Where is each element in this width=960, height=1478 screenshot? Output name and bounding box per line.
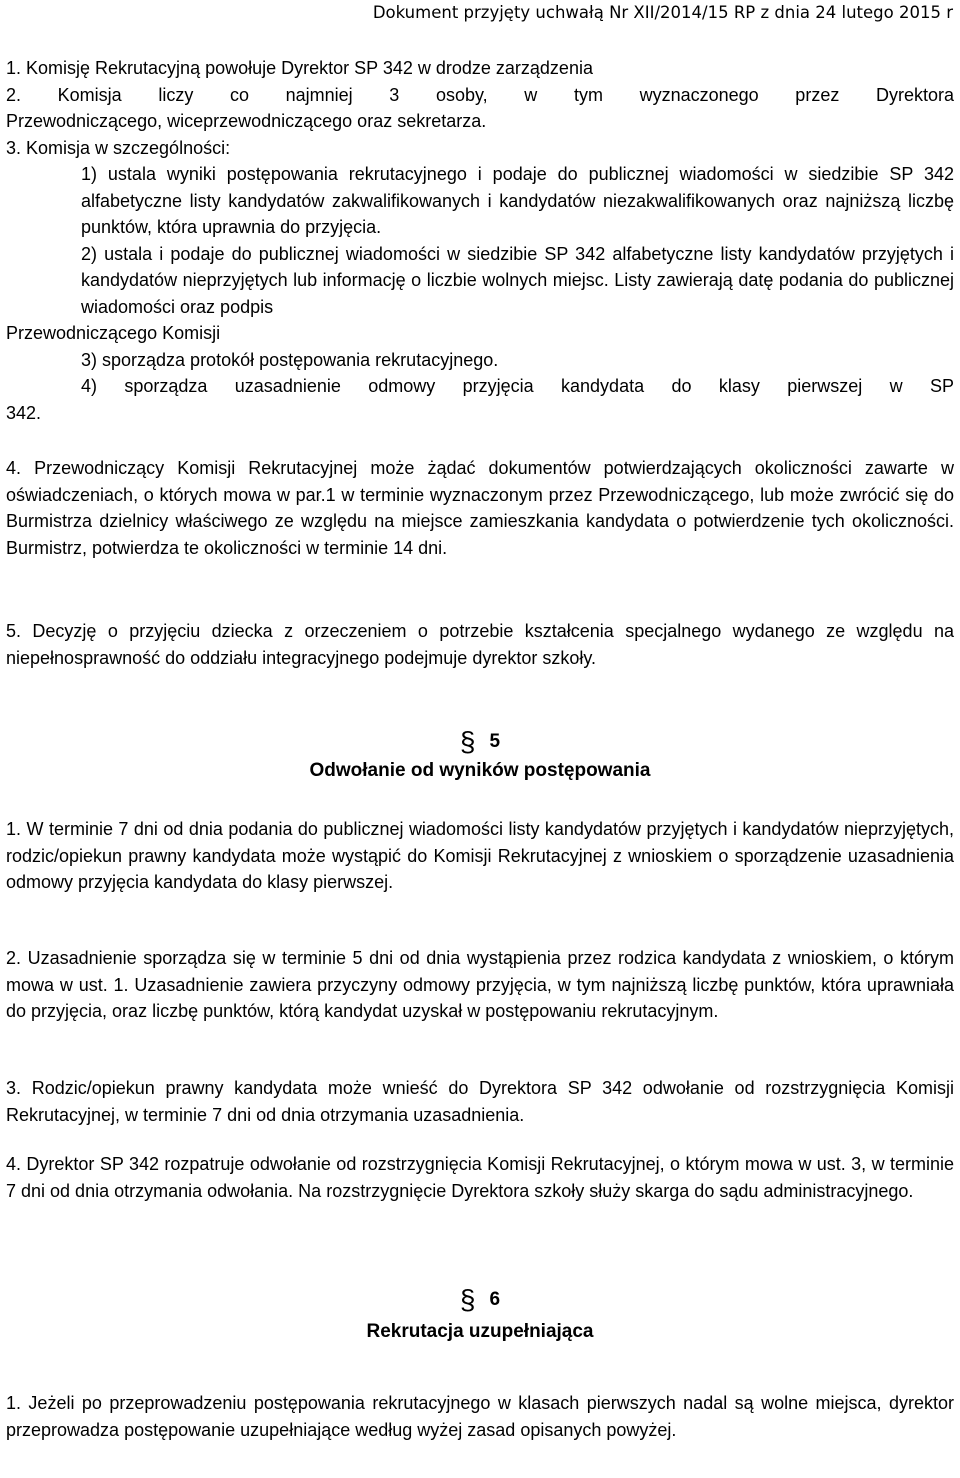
section-5-paragraph-1: 1. W terminie 7 dni od dnia podania do publicznej wiadomości listy kandydatów przyjętych i kandydatów nieprzyjętych, rodzic/opiekun prawny kandydata może wystąpić do Komisji Rekrutacyjnej z wnioskiem o sporządzenie uzasadnienia odmowy przyjęcia kandydata do klasy pierwszej. xyxy=(6,819,954,892)
paragraph-sign-icon: § xyxy=(459,726,476,757)
section-5-paragraph-3: 3. Rodzic/opiekun prawny kandydata może wnieść do Dyrektora SP 342 odwołanie od rozstrzygnięcia Komisji Rekrutacyjnej, w terminie 7 dni od dnia otrzymania uzasadnienia. xyxy=(6,1078,954,1125)
section-6-title: Rekrutacja uzupełniająca xyxy=(366,1321,594,1342)
list-item-1: 1) ustala wyniki postępowania rekrutacyjnego i podaje do publicznej wiadomości w siedzibie SP 342 alfabetyczne listy kandydatów zakwalifikowanych i kandydatów niezakwalifikowanych oraz najniższą liczbę punktów, która uprawnia do przyjęcia. xyxy=(81,164,954,237)
paragraph-5: 5. Decyzję o przyjęciu dziecka z orzeczeniem o potrzebie kształcenia specjalnego wydanego ze względu na niepełnosprawność do oddziału integracyjnego podejmuje dyrektor szkoły. xyxy=(6,621,954,668)
paragraph-sign-icon: § xyxy=(459,1284,476,1315)
paragraph-3: 3. Komisja w szczególności: xyxy=(6,137,231,158)
section-5-num: 5 xyxy=(489,731,501,752)
section-6-number xyxy=(0,1280,960,1315)
paragraph-2-line-1: 2. Komisja liczy co najmniej 3 osoby, w tym wyznaczonego przez Dyrektora xyxy=(6,84,954,105)
section-6-paragraph-1: 1. Jeżeli po przeprowadzeniu postępowania rekrutacyjnego w klasach pierwszych nadal są wolne miejsca, dyrektor przeprowadza postępowanie uzupełniające według wyżej zasad opisanych powyżej. xyxy=(6,1393,954,1440)
top-section xyxy=(6,55,954,426)
list-item-3: 3) sporządza protokół postępowania rekrutacyjnego. xyxy=(81,349,499,370)
section-5-paragraph-4: 4. Dyrektor SP 342 rozpatruje odwołanie od rozstrzygnięcia Komisji Rekrutacyjnej, o którym mowa w ust. 3, w terminie 7 dni od dnia otrzymania odwołania. Na rozstrzygnięcie Dyrektora szkoły służy skarga do sądu administracyjnego. xyxy=(6,1154,954,1201)
paragraph-1: 1. Komisję Rekrutacyjną powołuje Dyrektor SP 342 w drodze zarządzenia xyxy=(6,58,593,78)
list-item-4: 4) sporządza uzasadnienie odmowy przyjęcia kandydata do klasy pierwszej w SP xyxy=(81,376,954,396)
section-5-number xyxy=(0,722,960,757)
section-5-title: Odwołanie od wyników postępowania xyxy=(309,760,651,781)
list-item-4-continued: 342. xyxy=(6,402,42,423)
list-item-2-continued: Przewodniczącego Komisji xyxy=(6,323,221,343)
paragraph-2-line-2: Przewodniczącego, wiceprzewodniczącego oraz sekretarza. xyxy=(6,111,487,131)
document-header: Dokument przyjęty uchwałą Nr XII/2014/15 RP z dnia 24 lutego 2015 r xyxy=(372,3,953,22)
section-6-num: 6 xyxy=(489,1289,501,1310)
list-item-2: 2) ustala i podaje do publicznej wiadomości w siedzibie SP 342 alfabetyczne listy kandydatów przyjętych i kandydatów nieprzyjętych lub informację o liczbie wolnych miejsc. Listy zawierają datę podania do publicznej wiadomości oraz podpis xyxy=(81,243,954,317)
paragraph-4: 4. Przewodniczący Komisji Rekrutacyjnej może żądać dokumentów potwierdzających okoliczności zawarte w oświadczeniach, o których mowa w par.1 w terminie wyznaczonym przez Przewodniczącego, lub może zwrócić się do Burmistrza dzielnicy właściwego ze względu na miejsce zamieszkania kandydata o potwierdzenie tych okoliczności. Burmistrz, potwierdza te okoliczności w terminie 14 dni. xyxy=(6,458,954,558)
section-5-paragraph-2: 2. Uzasadnienie sporządza się w terminie 5 dni od dnia wystąpienia przez rodzica kandydata z wnioskiem, o którym mowa w ust. 1. Uzasadnienie zawiera przyczyny odmowy przyjęcia, w tym najniższą liczbę punktów, która uprawniała do przyjęcia, oraz liczbę punktów, którą kandydat uzyskał w postępowaniu rekrutacyjnym. xyxy=(6,948,954,1021)
